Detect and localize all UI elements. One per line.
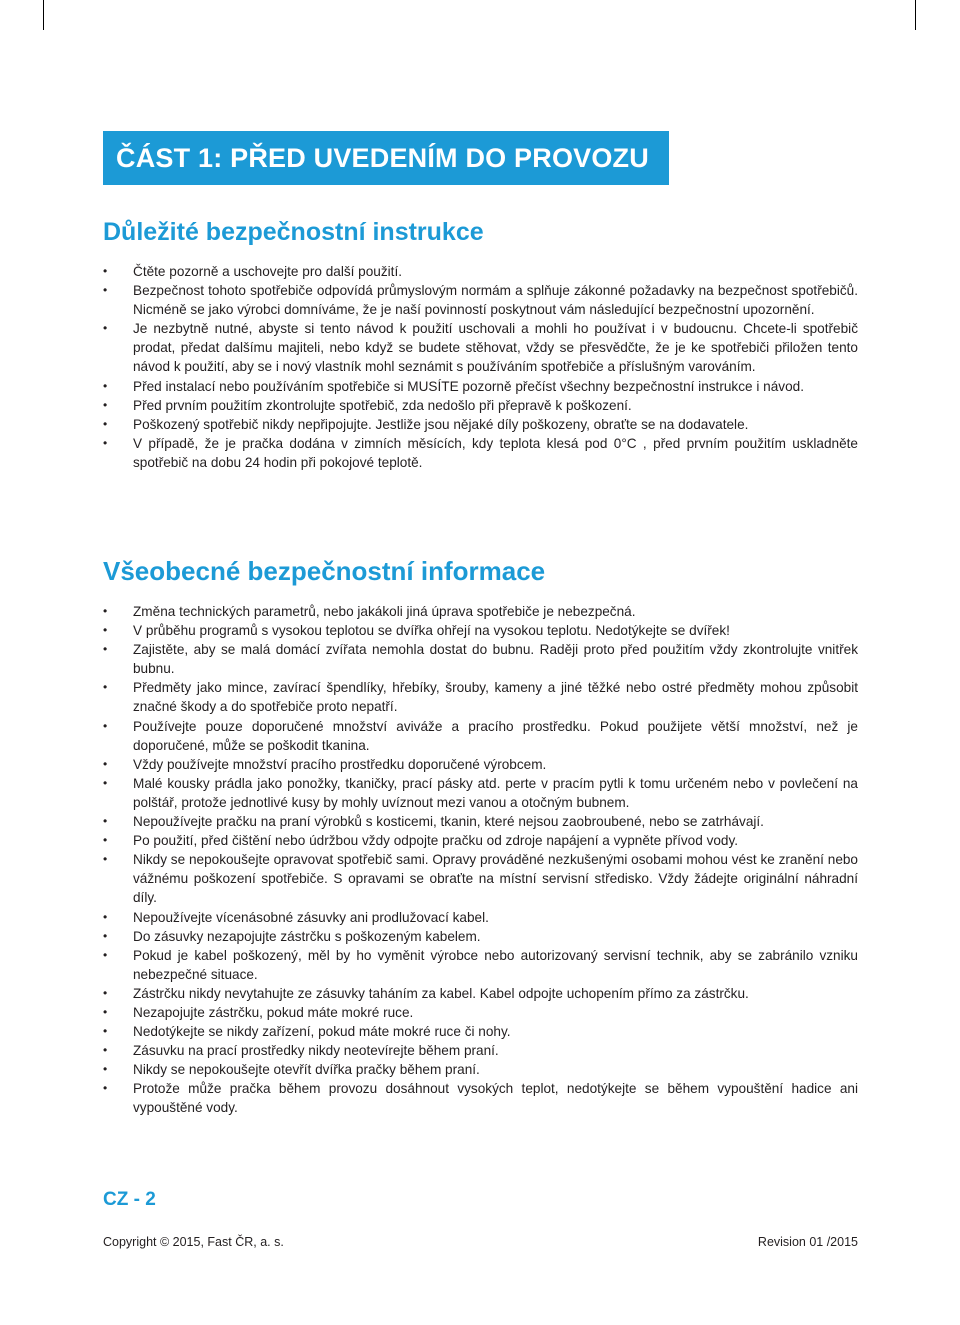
list-item: • Zásuvku na prací prostředky nikdy neotevírejte během praní. [103,1041,858,1060]
section-title-general-safety: Všeobecné bezpečnostní informace [103,556,546,586]
list-item: • Pokud je kabel poškozený, měl by ho vyměnit výrobce nebo autorizovaný servisní technik, aby se zabránilo vzniku nebezpečné situace. [103,946,858,984]
list-item: • Nezapojujte zástrčku, pokud máte mokré ruce. [103,1003,858,1022]
list-item: • Zajistěte, aby se malá domácí zvířata nemohla dostat do bubnu. Raději proto před použitím vždy zkontrolujte vnitřek bubnu. [103,640,858,678]
page-number: CZ - 2 [103,1189,156,1210]
list-item: • Změna technických parametrů, nebo jakákoli jiná úprava spotřebiče je nebezpečná. [103,602,858,621]
list-item: • Nedotýkejte se nikdy zařízení, pokud máte mokré ruce či nohy. [103,1022,858,1041]
list-item: • Protože může pračka během provozu dosáhnout vysokých teplot, nedotýkejte se během vypouštění hadice ani vypouštěné vody. [103,1079,858,1117]
list-item: • Nikdy se nepokoušejte opravovat spotřebič sami. Opravy prováděné nezkušenými osobami mohou vést ke zranění nebo vážnému poškození spotřebiče. S opravami se obraťte na místní servisní středisko. Vždy žádejte originální náhradní díly. [103,850,858,907]
list-item: • Zástrčku nikdy nevytahujte ze zásuvky taháním za kabel. Kabel odpojte uchopením přímo za zástrčku. [103,984,858,1003]
list-item: • Předměty jako mince, zavírací špendlíky, hřebíky, šrouby, kameny a jiné těžké nebo ostré předměty mohou způsobit značné škody a do spotřebiče proto nepatří. [103,678,858,716]
list-item: • V případě, že je pračka dodána v zimních měsících, kdy teplota klesá pod 0°C , před prvním použitím uskladněte spotřebič na dobu 24 hodin při pokojové teplotě. [103,434,858,472]
part-title: ČÁST 1: PŘED UVEDENÍM DO PROVOZU [116,142,649,173]
crop-mark-right [915,0,916,30]
crop-mark-left [43,0,44,30]
general-safety-list [103,602,858,1118]
part-banner [103,131,669,185]
list-item: • Čtěte pozorně a uschovejte pro další použití. [103,262,858,281]
list-item: • Vždy používejte množství pracího prostředku doporučené výrobcem. [103,755,858,774]
safety-instructions-list [103,262,858,472]
list-item: • Bezpečnost tohoto spotřebiče odpovídá průmyslovým normám a splňuje zákonné požadavky na bezpečnost spotřebičů. Nicméně se jako výrobci domníváme, že je naší povinností poskytnout vám následující bezpečnostní upozornění. [103,281,858,319]
list-item: • Používejte pouze doporučené množství aviváže a pracího prostředku. Pokud použijete větší množství, než je doporučené, může se poškodit tkanina. [103,717,858,755]
list-item: • Malé kousky prádla jako ponožky, tkaničky, prací pásky atd. perte v pracím pytli k tomu určeném nebo v povlečení na polštář, protože jednotlivé kusy by mohly uvíznout mezi vanou a otočným bubnem. [103,774,858,812]
list-item: • Nepoužívejte pračku na praní výrobků s kosticemi, tkanin, které nejsou zaobroubené, nebo se zatrhávají. [103,812,858,831]
footer-revision: Revision 01 /2015 [757,1235,858,1249]
list-item: • Před prvním použitím zkontrolujte spotřebič, zda nedošlo při přepravě k poškození. [103,396,858,415]
list-item: • Je nezbytně nutné, abyste si tento návod k použití uschovali a mohli ho používat i v budoucnu. Chcete-li spotřebič prodat, předat dalšímu majiteli, nebo když se budete stěhovat, vždy se přesvědčte, že je ke spotřebiči přiložen tento návod k použití, aby se i nový vlastník mohl seznámit s používáním spotřebiče a příslušným varováním. [103,319,858,376]
list-item: • Do zásuvky nezapojujte zástrčku s poškozeným kabelem. [103,927,858,946]
list-item: • Nepoužívejte vícenásobné zásuvky ani prodlužovací kabel. [103,908,858,927]
list-item: • Po použití, před čištění nebo údržbou vždy odpojte pračku od zdroje napájení a vypněte přívod vody. [103,831,858,850]
list-item: • V průběhu programů s vysokou teplotou se dvířka ohřejí na vysokou teplotu. Nedotýkejte se dvířek! [103,621,858,640]
list-item: • Před instalací nebo používáním spotřebiče si MUSÍTE pozorně přečíst všechny bezpečnostní instrukce i návod. [103,377,858,396]
list-item: • Poškozený spotřebič nikdy nepřipojujte. Jestliže jsou nějaké díly poškozeny, obraťte se na dodavatele. [103,415,858,434]
footer-copyright: Copyright © 2015, Fast ČR, a. s. [103,1235,284,1249]
section-title-safety-instructions: Důležité bezpečnostní instrukce [103,218,484,246]
list-item: • Nikdy se nepokoušejte otevřít dvířka pračky během praní. [103,1060,858,1079]
